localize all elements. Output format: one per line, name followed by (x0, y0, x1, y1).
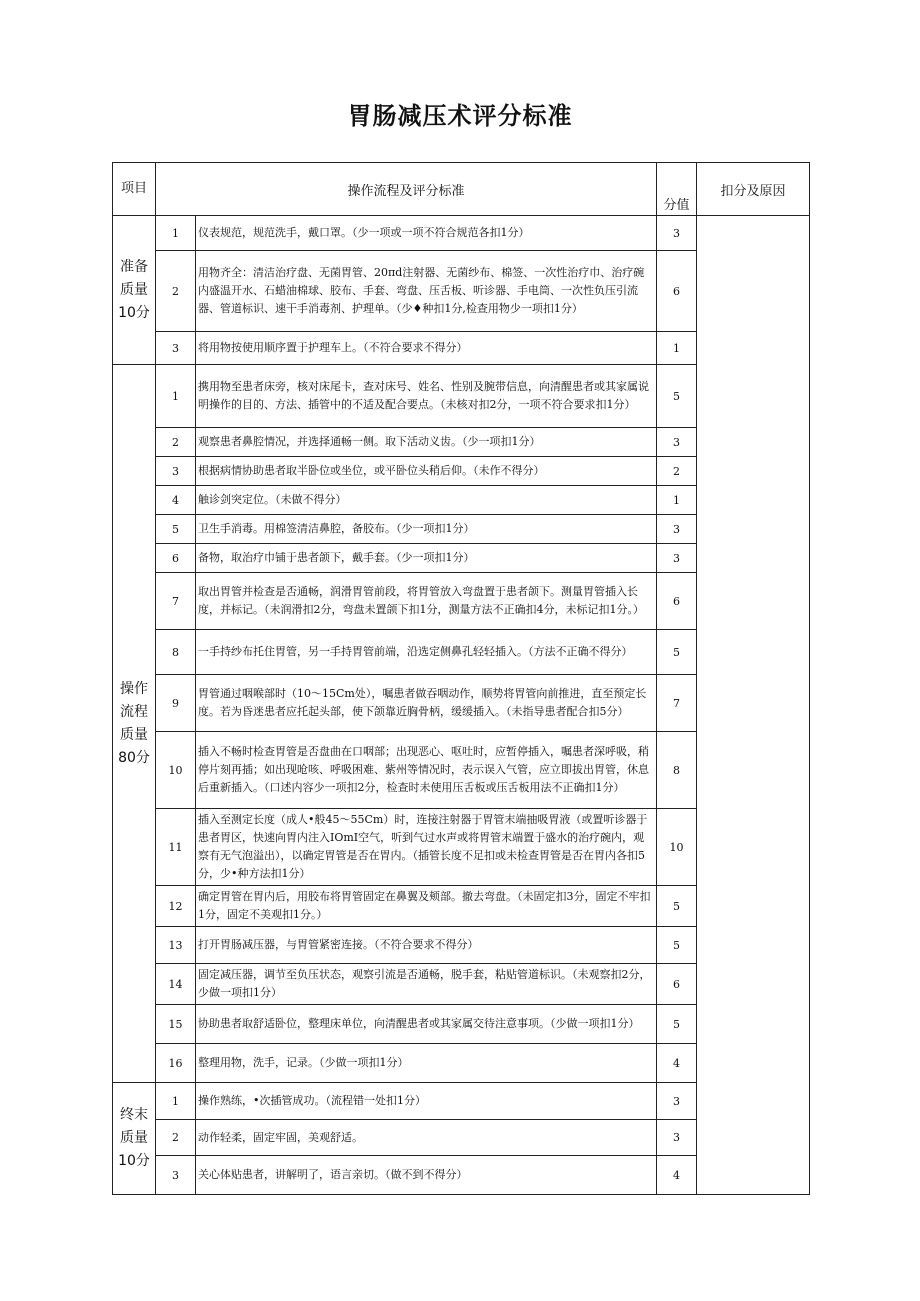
score-value: 5 (657, 365, 697, 428)
score-value: 3 (657, 1120, 697, 1156)
score-value: 3 (657, 1083, 697, 1120)
row-number: 12 (156, 886, 196, 927)
row-number: 15 (156, 1005, 196, 1044)
row-number: 1 (156, 216, 196, 251)
score-value: 4 (657, 1044, 697, 1083)
row-number: 10 (156, 732, 196, 809)
row-number: 2 (156, 428, 196, 457)
deduction-cell[interactable] (697, 216, 810, 1195)
criteria-text: 根据病情协助患者取半卧位或坐位，或平卧位头稍后仰。（未作不得分） (196, 457, 657, 486)
row-number: 7 (156, 573, 196, 630)
criteria-text: 动作轻柔，固定牢固，美观舒适。 (196, 1120, 657, 1156)
criteria-text: 关心体贴患者，讲解明了，语言亲切。（做不到不得分） (196, 1156, 657, 1195)
table-header-row (113, 163, 810, 216)
criteria-text: 观察患者鼻腔情况，并选择通畅一侧。取下活动义齿。（少一项扣1分） (196, 428, 657, 457)
table-body (113, 216, 810, 1195)
row-number: 16 (156, 1044, 196, 1083)
row-number: 1 (156, 1083, 196, 1120)
score-value: 3 (657, 216, 697, 251)
criteria-text: 固定减压器，调节至负压状态，观察引流是否通畅，脱手套，粘贴管道标识。（未观察扣2分，少做一项扣1分） (196, 964, 657, 1005)
criteria-text: 用物齐全：清洁治疗盘、无菌胃管、20πd注射器、无菌纱布、棉签、一次性治疗巾、治疗碗内盛温开水、石蜡油棉球、胶布、手套、弯盘、压舌板、听诊器、手电筒、一次性负压引流器、管道标识、速干手消毒剂、护理单。（少♦种扣1分,检查用物少一项扣1分） (196, 251, 657, 332)
criteria-text: 将用物按使用顺序置于护理车上。（不符合要求不得分） (196, 332, 657, 365)
row-number: 14 (156, 964, 196, 1005)
section-label: 准备质量10分 (113, 216, 156, 365)
page-title: 胃肠减压术评分标准 (347, 102, 573, 130)
score-value: 5 (657, 1005, 697, 1044)
criteria-text: 插入至测定长度（成人•般45～55Cm）时，连接注射器于胃管末端抽吸胃液（或置听诊器于患者胃区，快速向胃内注入IOmI空气，听到气过水声或将胃管末端置于盛水的治疗碗内，观察有无气泡溢出），以确定胃管是否在胃内。（插管长度不足扣或未检查胃管是否在胃内各扣5分，少•种方法扣1分） (196, 809, 657, 886)
row-number: 9 (156, 675, 196, 732)
score-value: 7 (657, 675, 697, 732)
row-number: 3 (156, 1156, 196, 1195)
row-number: 13 (156, 927, 196, 964)
row-number: 5 (156, 515, 196, 544)
criteria-text: 插入不畅时检查胃管是否盘曲在口咽部；出现恶心、呕吐时，应暂停插入，嘱患者深呼吸，稍停片刻再插；如出现呛咳、呼吸困难、紫州等情况时，表示误入气管，应立即拔出胃管，休息后重新插入。（口述内容少一项扣2分，检查时未使用压舌板或压舌板用法不正确扣1分） (196, 732, 657, 809)
row-number: 11 (156, 809, 196, 886)
row-number: 1 (156, 365, 196, 428)
table-row (113, 216, 810, 251)
score-value: 3 (657, 515, 697, 544)
row-number: 4 (156, 486, 196, 515)
score-value: 3 (657, 428, 697, 457)
criteria-text: 取出胃管并检查是否通畅，润滑胃管前段，将胃管放入弯盘置于患者颌下。测量胃管插入长度，并标记。（未润滑扣2分，弯盘未置颌下扣1分，测量方法不正确扣4分，未标记扣1分。） (196, 573, 657, 630)
header-item: 项目 (113, 163, 156, 216)
criteria-text: 触诊剑突定位。（未做不得分） (196, 486, 657, 515)
row-number: 2 (156, 1120, 196, 1156)
score-value: 4 (657, 1156, 697, 1195)
score-value: 1 (657, 486, 697, 515)
criteria-text: 携用物至患者床旁，核对床尾卡，查对床号、姓名、性别及腕带信息，向清醒患者或其家属说明操作的目的、方法、插管中的不适及配合要点。（未核对扣2分，一项不符合要求扣1分） (196, 365, 657, 428)
header-deduct: 扣分及原因 (697, 163, 810, 216)
score-value: 3 (657, 544, 697, 573)
criteria-text: 卫生手消毒。用棉签清洁鼻腔，备胶布。（少一项扣1分） (196, 515, 657, 544)
header-score: 分值 (657, 163, 697, 216)
section-label: 终末质量10分 (113, 1083, 156, 1195)
score-value: 5 (657, 927, 697, 964)
criteria-text: 打开胃肠减压器，与胃管紧密连接。（不符合要求不得分） (196, 927, 657, 964)
score-value: 6 (657, 964, 697, 1005)
scoring-table (112, 162, 810, 1195)
criteria-text: 协助患者取舒适卧位，整理床单位，向清醒患者或其家属交待注意事项。（少做一项扣1分） (196, 1005, 657, 1044)
score-value: 6 (657, 573, 697, 630)
criteria-text: 确定胃管在胃内后，用胶布将胃管固定在鼻翼及颊部。撤去弯盘。（未固定扣3分，固定不牢扣1分，固定不美观扣1分。） (196, 886, 657, 927)
row-number: 8 (156, 630, 196, 675)
row-number: 2 (156, 251, 196, 332)
criteria-text: 仪表规范，规范洗手，戴口罩。（少一项或一项不符合规范各扣1分） (196, 216, 657, 251)
score-value: 5 (657, 630, 697, 675)
score-value: 5 (657, 886, 697, 927)
header-flow: 操作流程及评分标准 (156, 163, 657, 216)
score-value: 1 (657, 332, 697, 365)
row-number: 3 (156, 332, 196, 365)
criteria-text: 一手持纱布托住胃管，另一手持胃管前端，沿选定侧鼻孔轻轻插入。（方法不正确不得分） (196, 630, 657, 675)
row-number: 6 (156, 544, 196, 573)
criteria-text: 备物，取治疗巾铺于患者颌下，戴手套。（少一项扣1分） (196, 544, 657, 573)
criteria-text: 操作熟练，•次插管成功。（流程错一处扣1分） (196, 1083, 657, 1120)
score-value: 6 (657, 251, 697, 332)
criteria-text: 整理用物，洗手，记录。（少做一项扣1分） (196, 1044, 657, 1083)
score-value: 2 (657, 457, 697, 486)
criteria-text: 胃管通过咽喉部时（10～15Cm处），嘱患者做吞咽动作，顺势将胃管向前推进，直至预定长度。若为昏迷患者应托起头部，使下颌靠近胸骨柄，缓缓插入。（未指导患者配合扣5分） (196, 675, 657, 732)
score-value: 8 (657, 732, 697, 809)
score-value: 10 (657, 809, 697, 886)
row-number: 3 (156, 457, 196, 486)
section-label: 操作流程质量80分 (113, 365, 156, 1083)
